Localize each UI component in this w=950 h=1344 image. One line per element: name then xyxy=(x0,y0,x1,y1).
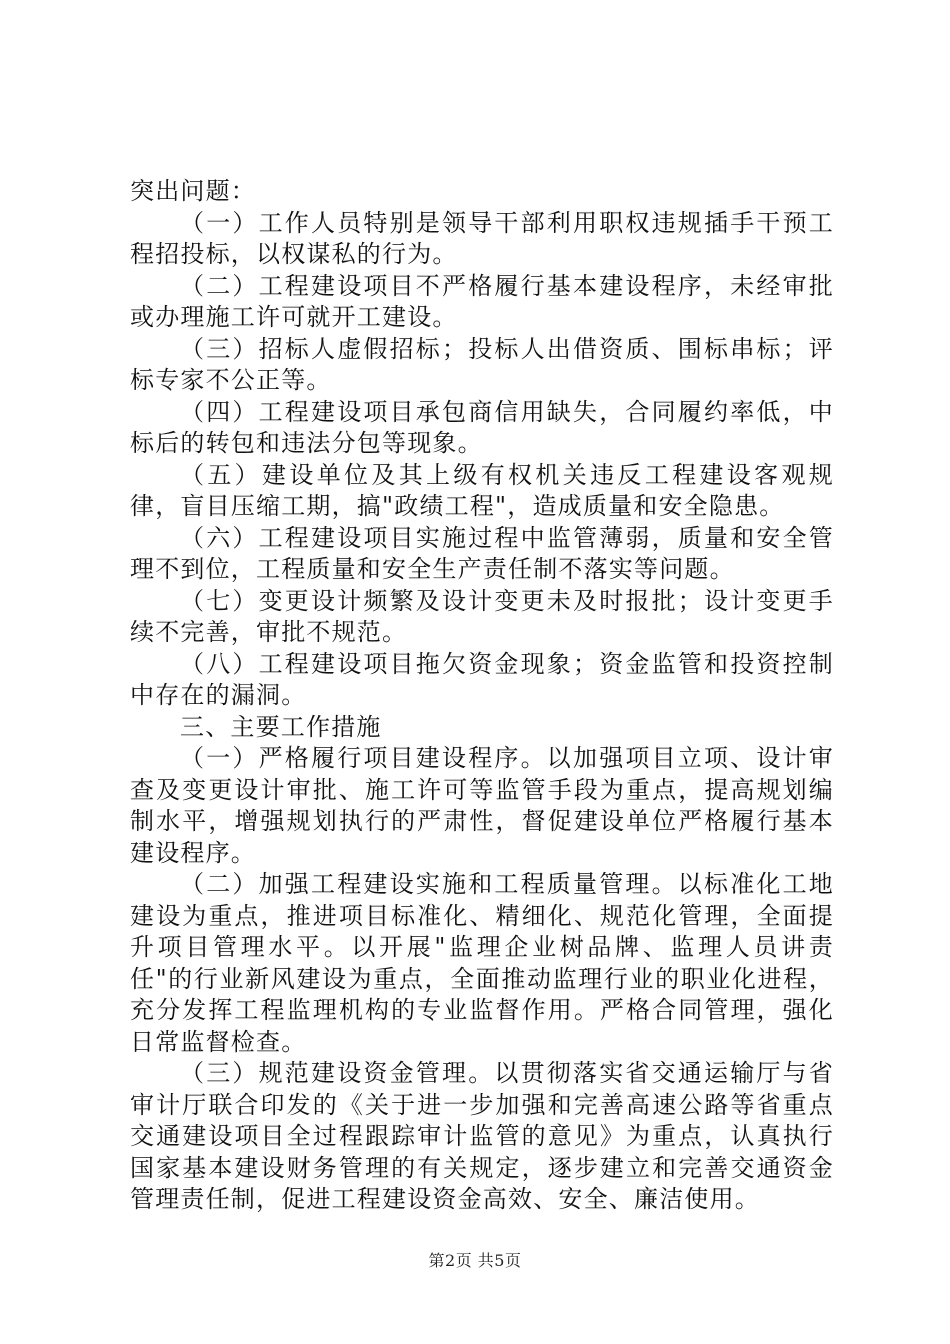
section-heading: 三、主要工作措施 xyxy=(180,712,382,741)
paragraph: （一）严格履行项目建设程序。以加强项目立项、设计审查及变更设计审批、施工许可等监管手段为重点，提高规划编制水平，增强规划执行的严肃性，督促建设单位严格履行基本建设程序。 xyxy=(130,744,834,867)
paragraph: （二）加强工程建设实施和工程质量管理。以标准化工地建设为重点，推进项目标准化、精细化、规范化管理，全面提升项目管理水平。以开展"监理企业树品牌、监理人员讲责任"的行业新风建设为重点，全面推动监理行业的职业化进程，充分发挥工程监理机构的专业监督作用。严格合同管理，强化日常监督检查。 xyxy=(130,870,834,1056)
paragraph: （三）规范建设资金管理。以贯彻落实省交通运输厅与省审计厅联合印发的《关于进一步加强和完善高速公路等省重点交通建设项目全过程跟踪审计监管的意见》为重点，认真执行国家基本建设财务管理的有关规定，逐步建立和完善交通资金管理责任制，促进工程建设资金高效、安全、廉洁使用。 xyxy=(130,1059,834,1213)
paragraph: （二）工程建设项目不严格履行基本建设程序，未经审批或办理施工许可就开工建设。 xyxy=(130,271,834,331)
paragraph: （八）工程建设项目拖欠资金现象；资金监管和投资控制中存在的漏洞。 xyxy=(130,649,834,709)
paragraph: （六）工程建设项目实施过程中监管薄弱，质量和安全管理不到位，工程质量和安全生产责任制不落实等问题。 xyxy=(130,523,834,583)
paragraph: （三）招标人虚假招标；投标人出借资质、围标串标；评标专家不公正等。 xyxy=(130,334,834,394)
page-number-footer: 第2页 共5页 xyxy=(428,1251,522,1270)
paragraph: 突出问题： xyxy=(130,177,256,205)
paragraph: （四）工程建设项目承包商信用缺失，合同履约率低，中标后的转包和违法分包等现象。 xyxy=(130,397,834,457)
document-body xyxy=(130,176,834,1216)
paragraph: （五）建设单位及其上级有权机关违反工程建设客观规律，盲目压缩工期，搞"政绩工程"，造成质量和安全隐患。 xyxy=(130,460,834,520)
paragraph: （七）变更设计频繁及设计变更未及时报批；设计变更手续不完善，审批不规范。 xyxy=(130,586,834,646)
paragraph: （一）工作人员特别是领导干部利用职权违规插手干预工程招投标，以权谋私的行为。 xyxy=(130,208,834,268)
